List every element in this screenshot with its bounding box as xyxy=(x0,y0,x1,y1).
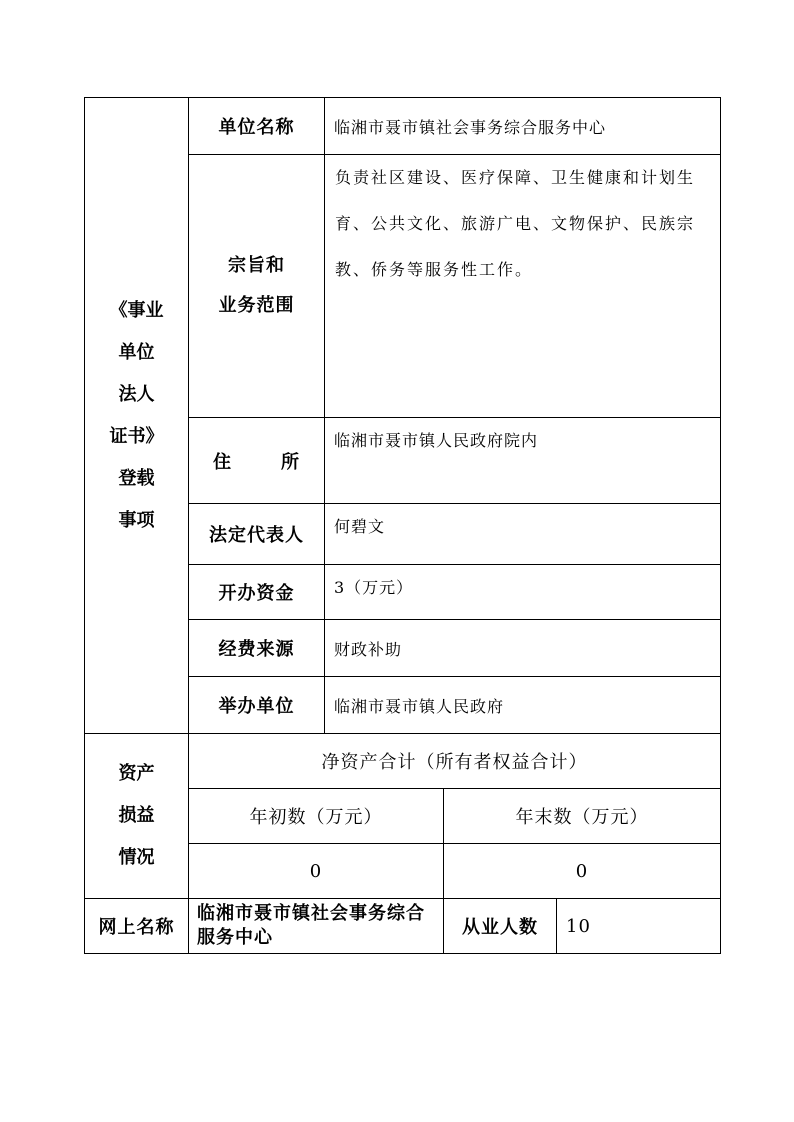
online-name-value: 临湘市聂市镇社会事务综合服务中心 xyxy=(189,899,444,954)
begin-value: 0 xyxy=(189,844,444,899)
unit-name-value: 临湘市聂市镇社会事务综合服务中心 xyxy=(325,98,721,155)
assets-heading-line: 损益 xyxy=(118,805,155,826)
row-online-name xyxy=(85,899,721,954)
row-assets-header xyxy=(85,734,721,789)
heading-line: 事项 xyxy=(118,509,155,531)
scope-value: 负责社区建设、医疗保障、卫生健康和计划生育、公共文化、旅游广电、文物保护、民族宗教、侨务等服务性工作。 xyxy=(325,155,721,418)
net-assets-header: 净资产合计（所有者权益合计） xyxy=(189,734,721,789)
end-label: 年末数（万元） xyxy=(444,789,721,844)
heading-line: 《事业 xyxy=(109,299,164,321)
legal-rep-label: 法定代表人 xyxy=(189,504,325,565)
certificate-items-heading xyxy=(85,98,189,734)
funding-label: 经费来源 xyxy=(189,620,325,677)
capital-label: 开办资金 xyxy=(189,565,325,620)
funding-value: 财政补助 xyxy=(325,620,721,677)
end-value: 0 xyxy=(444,844,721,899)
scope-label-line: 业务范围 xyxy=(218,295,295,316)
begin-label: 年初数（万元） xyxy=(189,789,444,844)
row-unit-name xyxy=(85,98,721,155)
heading-line: 证书》 xyxy=(109,425,164,447)
address-label-right: 所 xyxy=(281,451,300,473)
unit-name-label: 单位名称 xyxy=(189,98,325,155)
staff-value: 10 xyxy=(557,899,721,954)
capital-value: 3（万元） xyxy=(325,565,721,620)
scope-label xyxy=(189,155,325,418)
assets-heading xyxy=(85,734,189,899)
sponsor-label: 举办单位 xyxy=(189,677,325,734)
heading-line: 法人 xyxy=(118,383,155,405)
heading-line: 登载 xyxy=(118,467,155,489)
registration-table xyxy=(84,97,721,954)
legal-rep-value: 何碧文 xyxy=(325,504,721,565)
assets-heading-line: 情况 xyxy=(118,847,155,868)
sponsor-value: 临湘市聂市镇人民政府 xyxy=(325,677,721,734)
address-label xyxy=(189,418,325,504)
heading-line: 单位 xyxy=(118,341,155,363)
address-label-left: 住 xyxy=(213,451,232,473)
assets-heading-line: 资产 xyxy=(118,763,155,784)
online-name-label: 网上名称 xyxy=(85,899,189,954)
staff-label: 从业人数 xyxy=(444,899,557,954)
scope-label-line: 宗旨和 xyxy=(228,255,285,276)
address-value: 临湘市聂市镇人民政府院内 xyxy=(325,418,721,504)
